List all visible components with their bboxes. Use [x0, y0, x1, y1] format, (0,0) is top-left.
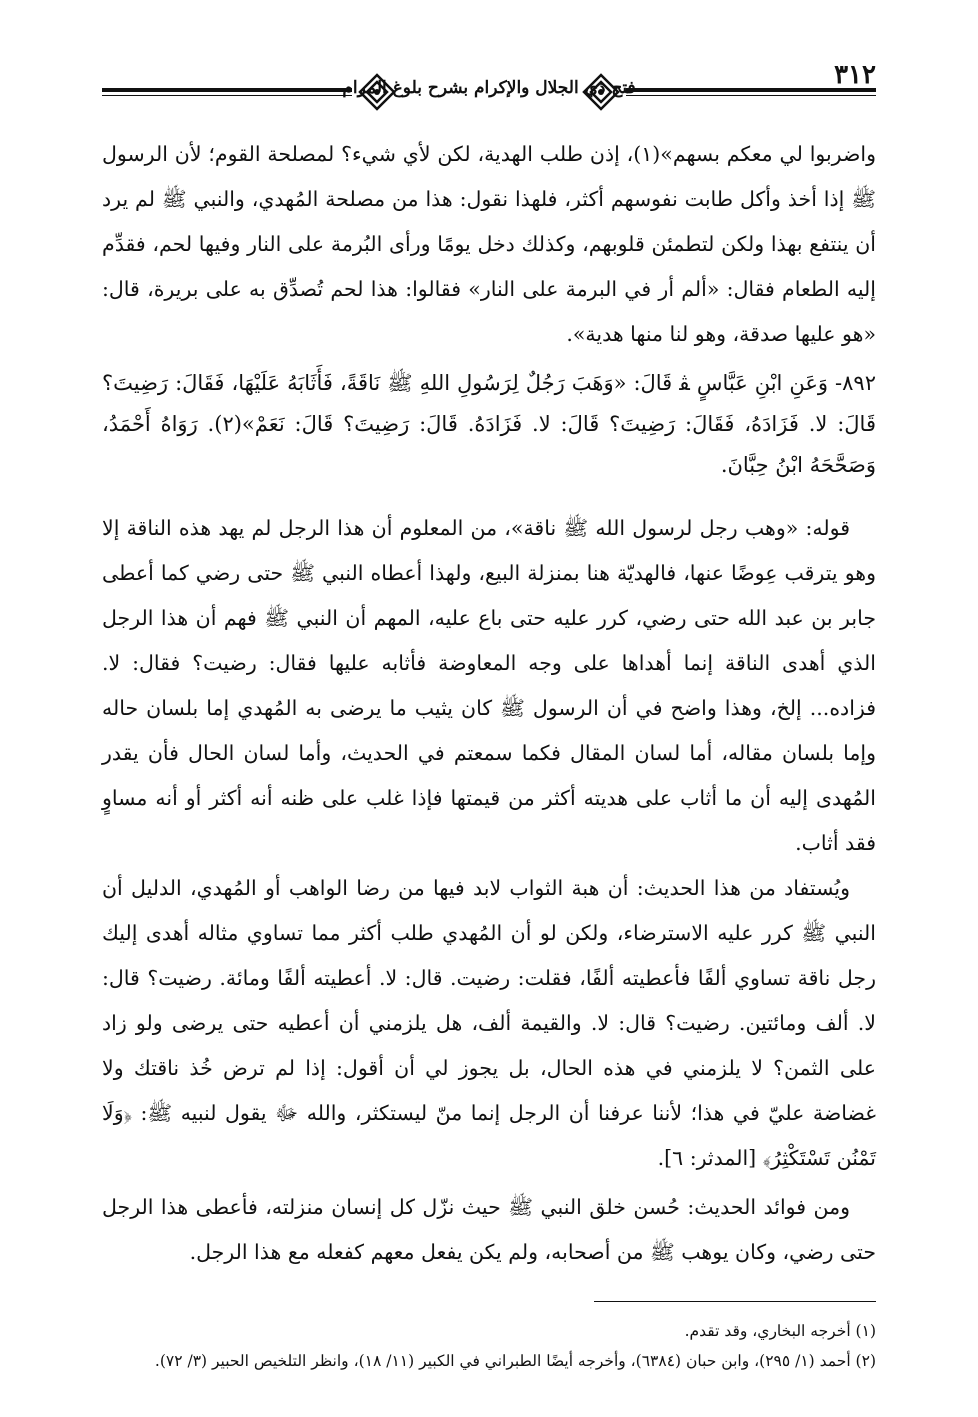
benefits-paragraph: ويُستفاد من هذا الحديث: أن هبة الثواب لابد فيها من رضا الواهب أو المُهدي، الدليل أن النبي ﷺ كرر عليه الاسترضاء، ولكن لو أن المُهدي طلب أكثر مما تساوي مثاله أهدى إليك رجل ناقة تساوي ألفًا فأعطيته ألفًا، فقلت: رضيت. قال: لا. أعطيته ألفًا ومائة. رضيت؟ قال: لا. ألف ومائتين. رضيت؟ قال: لا. والقيمة ألف، هل يلزمني أن أعطيه حتى يرضى ولو زاد على الثمن؟ لا يلزمني في هذه الحال، بل يجوز لي أن أقول: إذا لم ترض خُذ ناقتك ولا غضاضة عليّ في هذا؛ لأننا عرفنا أن الرجل إنما منّ ليستكثر، والله ﷻ يقول لنبيه ﷺ: ﴿وَلَا تَمْنُن تَسْتَكْثِرُ﴾ [المدثر: ٦].: [102, 876, 876, 1170]
footnotes: [102, 1316, 876, 1376]
page-number: ٣١٢: [834, 60, 876, 90]
running-title: فتح ذي الجلال والإكرام بشرح بلوغ المرام: [342, 78, 636, 98]
hadith-benefits-paragraph: ومن فوائد الحديث: حُسن خلق النبي ﷺ حيث نزّل كل إنسان منزلته، فأعطى هذا الرجل حتى رضي، وكان يوهب ﷺ من أصحابه، ولم يكن يفعل معهم كفعله مع هذا الرجل.: [102, 1195, 876, 1264]
hadith-892: ٨٩٢- وَعَنِ ابْنِ عَبَّاسٍ ﭭ قَالَ: «وَهَبَ رَجُلٌ لِرَسُولِ اللهِ ﷺ نَاقَةً، فَأَثَابَهُ عَلَيْهَا، فَقَالَ: رَضِيتَ؟ قَالَ: لا. فَزَادَهُ، فَقَالَ: رَضِيتَ؟ قَالَ: لا. فَزَادَهُ. قَالَ: رَضِيتَ؟ قَالَ: نَعَمْ»(٢). رَوَاهُ أَحْمَدُ، وَصَحَّحَهُ ابْنُ حِبَّانَ.: [102, 371, 876, 477]
footnote-1: (١) أخرجه البخاري، وقد تقدم.: [684, 1322, 876, 1340]
page-header: [102, 60, 876, 108]
footnote-separator: [594, 1301, 876, 1302]
commentary-paragraph: قوله: «وهب رجل لرسول الله ﷺ ناقة»، من المعلوم أن هذا الرجل لم يهد هذه الناقة إلا وهو يترقب عِوضًا عنها، فالهديّة هنا بمنزلة البيع، ولهذا أعطاه النبي ﷺ حتى رضي كما أعطى جابر بن عبد الله حتى رضي، كرر عليه حتى باع عليه، المهم أن النبي ﷺ فهم أن هذا الرجل الذي أهدى الناقة إنما أهداها على وجه المعاوضة فأثابه عليها فقال: رضيت؟ فقال: لا. فزاده... إلخ، وهذا واضح في أن الرسول ﷺ كان يثيب ما يرضى به المُهدي إما بلسان حاله وإما بلسان مقاله، أما لسان المقال فكما سمعتم في الحديث، وأما لسان الحال فأن يقدر المُهدى إليه أن ما أثاب على هديته أكثر من قيمتها فإذا غلب على ظنه أنه أكثر أو أنه مساوٍ فقد أثاب.: [102, 516, 876, 855]
footnote-2: (٢) أحمد (١/ ٢٩٥)، وابن حبان (٦٣٨٤)، وأخرجه أيضًا الطبراني في الكبير (١١/ ١٨)، وانظر التلخيص الحبير (٣/ ٧٢).: [154, 1352, 876, 1370]
paragraph-continuation: واضربوا لي معكم بسهم»(١)، إذن طلب الهدية، لكن لأي شيء؟ لمصلحة القوم؛ لأن الرسول ﷺ إذا أخذ وأكل طابت نفوسهم أكثر، فلهذا نقول: هذا من مصلحة المُهدي، والنبي ﷺ لم يرد أن ينتفع بهذا ولكن لتطمئن قلوبهم، وكذلك دخل يومًا ورأى البُرمة على النار وفيها لحم، فقدِّم إليه الطعام فقال: «ألم أر في البرمة على النار» فقالوا: هذا لحم تُصدِّق به على بريرة، قال: «هو عليها صدقة، وهو لنا منها هدية».: [102, 142, 876, 346]
main-text: [102, 132, 876, 1275]
